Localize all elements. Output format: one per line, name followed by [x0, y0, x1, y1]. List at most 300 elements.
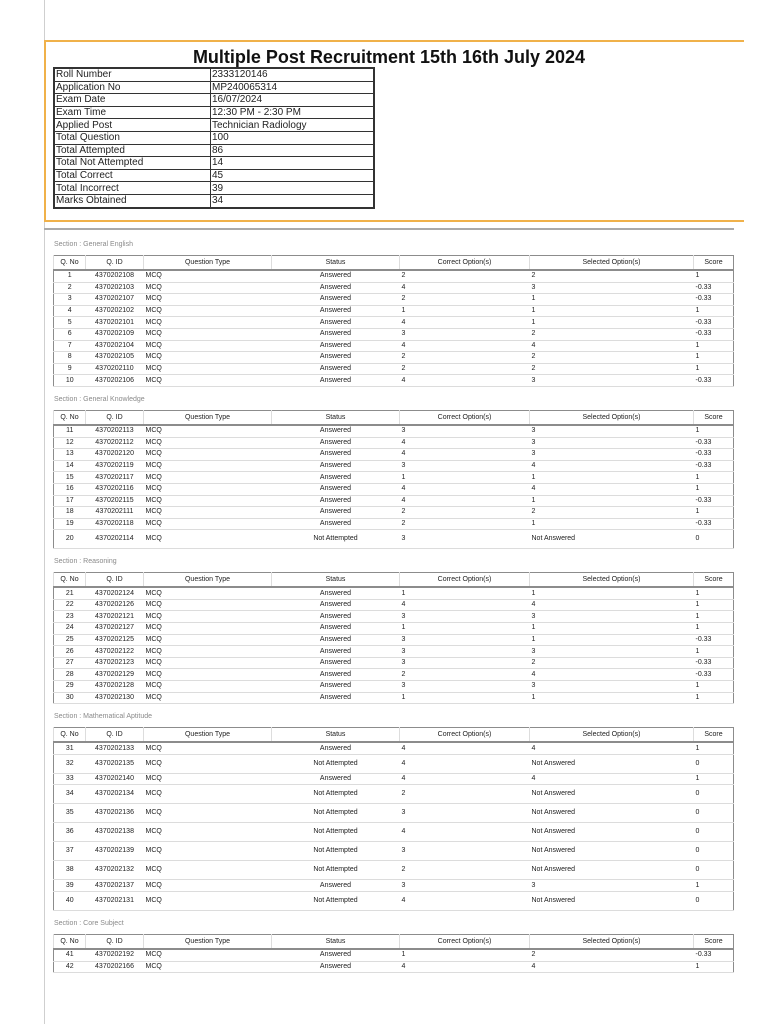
score-cell: 0 — [694, 823, 734, 842]
column-header-status: Status — [272, 573, 400, 588]
correct-options-cell: 4 — [400, 961, 530, 973]
section-title: Section : General English — [54, 241, 133, 248]
page-title: Multiple Post Recruitment 15th 16th July 2024 — [192, 47, 586, 67]
section-question-table — [53, 255, 734, 387]
q-no-cell: 33 — [54, 773, 86, 785]
q-id-cell: 4370202112 — [86, 437, 144, 449]
question-type-cell: MCQ — [144, 949, 272, 961]
table-row — [54, 437, 734, 449]
q-id-cell: 4370202124 — [86, 587, 144, 599]
q-no-cell: 20 — [54, 530, 86, 549]
q-no-cell: 25 — [54, 634, 86, 646]
info-label: Total Attempted — [54, 144, 211, 157]
selected-options-cell: 4 — [530, 669, 694, 681]
status-cell: Not Attempted — [272, 754, 400, 773]
q-id-cell: 4370202135 — [86, 754, 144, 773]
q-no-cell: 42 — [54, 961, 86, 973]
q-no-cell: 40 — [54, 892, 86, 911]
selected-options-cell: 4 — [530, 961, 694, 973]
correct-options-cell: 4 — [400, 892, 530, 911]
selected-options-cell: 1 — [530, 623, 694, 635]
question-type-cell: MCQ — [144, 363, 272, 375]
selected-options-cell: 2 — [530, 270, 694, 282]
status-cell: Answered — [272, 681, 400, 693]
selected-options-cell: Not Answered — [530, 804, 694, 823]
q-no-cell: 10 — [54, 375, 86, 387]
score-cell: 0 — [694, 892, 734, 911]
info-label: Total Not Attempted — [54, 157, 211, 170]
score-cell: 1 — [694, 425, 734, 437]
q-id-cell: 4370202101 — [86, 317, 144, 329]
q-no-cell: 11 — [54, 425, 86, 437]
q-no-cell: 34 — [54, 785, 86, 804]
table-row — [54, 880, 734, 892]
selected-options-cell: Not Answered — [530, 861, 694, 880]
selected-options-cell: 1 — [530, 495, 694, 507]
candidate-info-row — [54, 94, 374, 107]
q-no-cell: 41 — [54, 949, 86, 961]
column-header-q-id: Q. ID — [86, 256, 144, 271]
question-type-cell: MCQ — [144, 961, 272, 973]
results-area — [44, 228, 734, 973]
question-type-cell: MCQ — [144, 425, 272, 437]
score-cell: -0.33 — [694, 460, 734, 472]
q-no-cell: 12 — [54, 437, 86, 449]
selected-options-cell: 1 — [530, 317, 694, 329]
column-header-q-no: Q. No — [54, 573, 86, 588]
selected-options-cell: 1 — [530, 294, 694, 306]
table-row — [54, 892, 734, 911]
table-header-row — [54, 728, 734, 743]
correct-options-cell: 2 — [400, 785, 530, 804]
column-header-selected-options: Selected Option(s) — [530, 573, 694, 588]
question-type-cell: MCQ — [144, 460, 272, 472]
q-id-cell: 4370202128 — [86, 681, 144, 693]
selected-options-cell: 2 — [530, 657, 694, 669]
selected-options-cell: 4 — [530, 483, 694, 495]
column-header-correct-options: Correct Option(s) — [400, 935, 530, 950]
correct-options-cell: 4 — [400, 823, 530, 842]
column-header-q-no: Q. No — [54, 935, 86, 950]
column-header-score: Score — [694, 935, 734, 950]
question-type-cell: MCQ — [144, 773, 272, 785]
q-id-cell: 4370202138 — [86, 823, 144, 842]
table-row — [54, 352, 734, 364]
correct-options-cell: 1 — [400, 692, 530, 704]
info-value: 34 — [211, 194, 375, 207]
q-no-cell: 32 — [54, 754, 86, 773]
score-cell: 1 — [694, 363, 734, 375]
section-title: Section : Reasoning — [54, 558, 117, 566]
correct-options-cell: 4 — [400, 773, 530, 785]
status-cell: Answered — [272, 375, 400, 387]
status-cell: Answered — [272, 518, 400, 530]
selected-options-cell: Not Answered — [530, 892, 694, 911]
q-id-cell: 4370202109 — [86, 328, 144, 340]
table-row — [54, 425, 734, 437]
q-id-cell: 4370202123 — [86, 657, 144, 669]
score-cell: 1 — [694, 352, 734, 364]
table-row — [54, 375, 734, 387]
table-row — [54, 294, 734, 306]
status-cell: Answered — [272, 646, 400, 658]
info-value: 39 — [211, 182, 375, 195]
correct-options-cell: 2 — [400, 270, 530, 282]
selected-options-cell: Not Answered — [530, 785, 694, 804]
status-cell: Answered — [272, 425, 400, 437]
correct-options-cell: 4 — [400, 754, 530, 773]
question-type-cell: MCQ — [144, 507, 272, 519]
q-no-cell: 4 — [54, 305, 86, 317]
correct-options-cell: 2 — [400, 861, 530, 880]
correct-options-cell: 4 — [400, 483, 530, 495]
table-row — [54, 599, 734, 611]
section-question-table — [53, 572, 734, 704]
correct-options-cell: 1 — [400, 949, 530, 961]
correct-options-cell: 2 — [400, 669, 530, 681]
question-type-cell: MCQ — [144, 317, 272, 329]
correct-options-cell: 3 — [400, 611, 530, 623]
status-cell: Answered — [272, 363, 400, 375]
q-id-cell: 4370202107 — [86, 294, 144, 306]
info-value: 45 — [211, 169, 375, 182]
status-cell: Not Attempted — [272, 804, 400, 823]
column-header-correct-options: Correct Option(s) — [400, 410, 530, 425]
score-cell: -0.33 — [694, 634, 734, 646]
q-no-cell: 27 — [54, 657, 86, 669]
q-id-cell: 4370202121 — [86, 611, 144, 623]
score-cell: 1 — [694, 587, 734, 599]
score-cell: 0 — [694, 754, 734, 773]
score-cell: 1 — [694, 270, 734, 282]
q-id-cell: 4370202102 — [86, 305, 144, 317]
info-label: Exam Time — [54, 106, 211, 119]
q-no-cell: 17 — [54, 495, 86, 507]
question-type-cell: MCQ — [144, 375, 272, 387]
q-no-cell: 24 — [54, 623, 86, 635]
correct-options-cell: 4 — [400, 375, 530, 387]
selected-options-cell: 3 — [530, 681, 694, 693]
score-cell: -0.33 — [694, 282, 734, 294]
table-row — [54, 949, 734, 961]
correct-options-cell: 3 — [400, 681, 530, 693]
status-cell: Answered — [272, 634, 400, 646]
question-type-cell: MCQ — [144, 646, 272, 658]
question-type-cell: MCQ — [144, 495, 272, 507]
status-cell: Answered — [272, 692, 400, 704]
correct-options-cell: 3 — [400, 880, 530, 892]
score-cell: 1 — [694, 681, 734, 693]
q-id-cell: 4370202137 — [86, 880, 144, 892]
correct-options-cell: 3 — [400, 634, 530, 646]
status-cell: Answered — [272, 742, 400, 754]
question-type-cell: MCQ — [144, 352, 272, 364]
score-cell: 1 — [694, 880, 734, 892]
table-row — [54, 270, 734, 282]
column-header-question-type: Question Type — [144, 410, 272, 425]
info-label: Total Incorrect — [54, 182, 211, 195]
q-id-cell: 4370202136 — [86, 804, 144, 823]
selected-options-cell: 3 — [530, 437, 694, 449]
table-row — [54, 317, 734, 329]
column-header-selected-options: Selected Option(s) — [530, 935, 694, 950]
correct-options-cell: 1 — [400, 472, 530, 484]
question-type-cell: MCQ — [144, 681, 272, 693]
question-type-cell: MCQ — [144, 437, 272, 449]
q-no-cell: 1 — [54, 270, 86, 282]
q-id-cell: 4370202119 — [86, 460, 144, 472]
q-id-cell: 4370202192 — [86, 949, 144, 961]
selected-options-cell: Not Answered — [530, 530, 694, 549]
correct-options-cell: 4 — [400, 495, 530, 507]
score-cell: -0.33 — [694, 495, 734, 507]
correct-options-cell: 2 — [400, 363, 530, 375]
q-id-cell: 4370202115 — [86, 495, 144, 507]
question-type-cell: MCQ — [144, 754, 272, 773]
score-cell: -0.33 — [694, 657, 734, 669]
question-type-cell: MCQ — [144, 472, 272, 484]
question-type-cell: MCQ — [144, 669, 272, 681]
q-id-cell: 4370202120 — [86, 449, 144, 461]
column-header-selected-options: Selected Option(s) — [530, 728, 694, 743]
status-cell: Answered — [272, 611, 400, 623]
status-cell: Answered — [272, 507, 400, 519]
q-no-cell: 2 — [54, 282, 86, 294]
section-title: Section : General Knowledge — [54, 395, 145, 403]
status-cell: Answered — [272, 472, 400, 484]
table-row — [54, 282, 734, 294]
q-no-cell: 36 — [54, 823, 86, 842]
q-id-cell: 4370202132 — [86, 861, 144, 880]
info-label: Applied Post — [54, 119, 211, 132]
table-row — [54, 587, 734, 599]
q-id-cell: 4370202108 — [86, 270, 144, 282]
info-value: 16/07/2024 — [211, 94, 375, 107]
column-header-selected-options: Selected Option(s) — [530, 410, 694, 425]
table-row — [54, 785, 734, 804]
question-type-cell: MCQ — [144, 340, 272, 352]
q-no-cell: 39 — [54, 880, 86, 892]
selected-options-cell: 4 — [530, 340, 694, 352]
question-type-cell: MCQ — [144, 530, 272, 549]
question-type-cell: MCQ — [144, 880, 272, 892]
q-id-cell: 4370202110 — [86, 363, 144, 375]
table-row — [54, 804, 734, 823]
selected-options-cell: 2 — [530, 328, 694, 340]
status-cell: Answered — [272, 340, 400, 352]
q-no-cell: 37 — [54, 842, 86, 861]
column-header-q-no: Q. No — [54, 256, 86, 271]
correct-options-cell: 4 — [400, 317, 530, 329]
column-header-score: Score — [694, 573, 734, 588]
status-cell: Answered — [272, 880, 400, 892]
question-type-cell: MCQ — [144, 282, 272, 294]
candidate-info-row — [54, 131, 374, 144]
selected-options-cell: 3 — [530, 449, 694, 461]
q-no-cell: 7 — [54, 340, 86, 352]
candidate-info-row — [54, 68, 374, 81]
correct-options-cell: 3 — [400, 842, 530, 861]
table-row — [54, 823, 734, 842]
q-id-cell: 4370202116 — [86, 483, 144, 495]
q-id-cell: 4370202104 — [86, 340, 144, 352]
info-label: Total Question — [54, 131, 211, 144]
info-label: Marks Obtained — [54, 194, 211, 207]
question-type-cell: MCQ — [144, 518, 272, 530]
q-id-cell: 4370202127 — [86, 623, 144, 635]
column-header-question-type: Question Type — [144, 728, 272, 743]
selected-options-cell: 4 — [530, 599, 694, 611]
score-cell: -0.33 — [694, 317, 734, 329]
correct-options-cell: 3 — [400, 328, 530, 340]
q-id-cell: 4370202125 — [86, 634, 144, 646]
info-label: Total Correct — [54, 169, 211, 182]
score-cell: 0 — [694, 530, 734, 549]
section-title: Section : Mathematical Aptitude — [54, 713, 153, 721]
info-value: 12:30 PM - 2:30 PM — [211, 106, 375, 119]
candidate-info-row — [54, 119, 374, 132]
table-row — [54, 518, 734, 530]
question-type-cell: MCQ — [144, 842, 272, 861]
status-cell: Answered — [272, 669, 400, 681]
selected-options-cell: 3 — [530, 282, 694, 294]
score-cell: 0 — [694, 861, 734, 880]
table-row — [54, 742, 734, 754]
question-type-cell: MCQ — [144, 599, 272, 611]
score-cell: 1 — [694, 773, 734, 785]
info-value: 14 — [211, 157, 375, 170]
question-type-cell: MCQ — [144, 634, 272, 646]
correct-options-cell: 4 — [400, 282, 530, 294]
selected-options-cell: 1 — [530, 587, 694, 599]
q-no-cell: 28 — [54, 669, 86, 681]
q-no-cell: 38 — [54, 861, 86, 880]
score-cell: 1 — [694, 305, 734, 317]
column-header-status: Status — [272, 728, 400, 743]
q-no-cell: 6 — [54, 328, 86, 340]
info-label: Application No — [54, 81, 211, 94]
table-row — [54, 669, 734, 681]
question-type-cell: MCQ — [144, 692, 272, 704]
status-cell: Answered — [272, 773, 400, 785]
status-cell: Not Attempted — [272, 530, 400, 549]
q-id-cell: 4370202131 — [86, 892, 144, 911]
column-header-q-id: Q. ID — [86, 728, 144, 743]
candidate-info-row — [54, 194, 374, 207]
score-cell: 1 — [694, 472, 734, 484]
table-row — [54, 530, 734, 549]
table-row — [54, 611, 734, 623]
q-no-cell: 26 — [54, 646, 86, 658]
q-id-cell: 4370202130 — [86, 692, 144, 704]
table-row — [54, 328, 734, 340]
status-cell: Answered — [272, 949, 400, 961]
correct-options-cell: 1 — [400, 305, 530, 317]
question-type-cell: MCQ — [144, 449, 272, 461]
q-id-cell: 4370202166 — [86, 961, 144, 973]
status-cell: Not Attempted — [272, 861, 400, 880]
candidate-info-row — [54, 169, 374, 182]
q-no-cell: 15 — [54, 472, 86, 484]
score-cell: 1 — [694, 742, 734, 754]
column-header-q-no: Q. No — [54, 728, 86, 743]
selected-options-cell: 1 — [530, 518, 694, 530]
score-cell: -0.33 — [694, 669, 734, 681]
table-row — [54, 657, 734, 669]
table-row — [54, 842, 734, 861]
correct-options-cell: 2 — [400, 294, 530, 306]
q-id-cell: 4370202105 — [86, 352, 144, 364]
info-label: Roll Number — [54, 68, 211, 81]
table-row — [54, 472, 734, 484]
q-no-cell: 22 — [54, 599, 86, 611]
question-type-cell: MCQ — [144, 587, 272, 599]
selected-options-cell: 3 — [530, 425, 694, 437]
column-header-correct-options: Correct Option(s) — [400, 573, 530, 588]
table-row — [54, 634, 734, 646]
correct-options-cell: 2 — [400, 507, 530, 519]
selected-options-cell: Not Answered — [530, 842, 694, 861]
column-header-q-no: Q. No — [54, 410, 86, 425]
correct-options-cell: 4 — [400, 599, 530, 611]
selected-options-cell: 1 — [530, 692, 694, 704]
q-id-cell: 4370202114 — [86, 530, 144, 549]
q-no-cell: 18 — [54, 507, 86, 519]
correct-options-cell: 2 — [400, 352, 530, 364]
selected-options-cell: 2 — [530, 352, 694, 364]
correct-options-cell: 3 — [400, 646, 530, 658]
q-id-cell: 4370202106 — [86, 375, 144, 387]
correct-options-cell: 1 — [400, 587, 530, 599]
selected-options-cell: 3 — [530, 611, 694, 623]
status-cell: Answered — [272, 495, 400, 507]
score-cell: 1 — [694, 599, 734, 611]
q-no-cell: 23 — [54, 611, 86, 623]
status-cell: Answered — [272, 305, 400, 317]
question-type-cell: MCQ — [144, 623, 272, 635]
correct-options-cell: 4 — [400, 742, 530, 754]
selected-options-cell: 1 — [530, 472, 694, 484]
q-id-cell: 4370202140 — [86, 773, 144, 785]
question-type-cell: MCQ — [144, 892, 272, 911]
column-header-correct-options: Correct Option(s) — [400, 256, 530, 271]
table-row — [54, 507, 734, 519]
status-cell: Answered — [272, 437, 400, 449]
candidate-info-row — [54, 182, 374, 195]
question-type-cell: MCQ — [144, 611, 272, 623]
question-type-cell: MCQ — [144, 823, 272, 842]
table-header-row — [54, 256, 734, 271]
question-type-cell: MCQ — [144, 657, 272, 669]
q-id-cell: 4370202133 — [86, 742, 144, 754]
question-type-cell: MCQ — [144, 742, 272, 754]
q-id-cell: 4370202103 — [86, 282, 144, 294]
selected-options-cell: 4 — [530, 742, 694, 754]
table-row — [54, 363, 734, 375]
question-type-cell: MCQ — [144, 785, 272, 804]
status-cell: Answered — [272, 270, 400, 282]
column-header-question-type: Question Type — [144, 256, 272, 271]
table-row — [54, 483, 734, 495]
q-no-cell: 14 — [54, 460, 86, 472]
q-id-cell: 4370202129 — [86, 669, 144, 681]
q-no-cell: 21 — [54, 587, 86, 599]
column-header-q-id: Q. ID — [86, 935, 144, 950]
status-cell: Answered — [272, 657, 400, 669]
correct-options-cell: 3 — [400, 460, 530, 472]
score-cell: 1 — [694, 692, 734, 704]
q-id-cell: 4370202118 — [86, 518, 144, 530]
